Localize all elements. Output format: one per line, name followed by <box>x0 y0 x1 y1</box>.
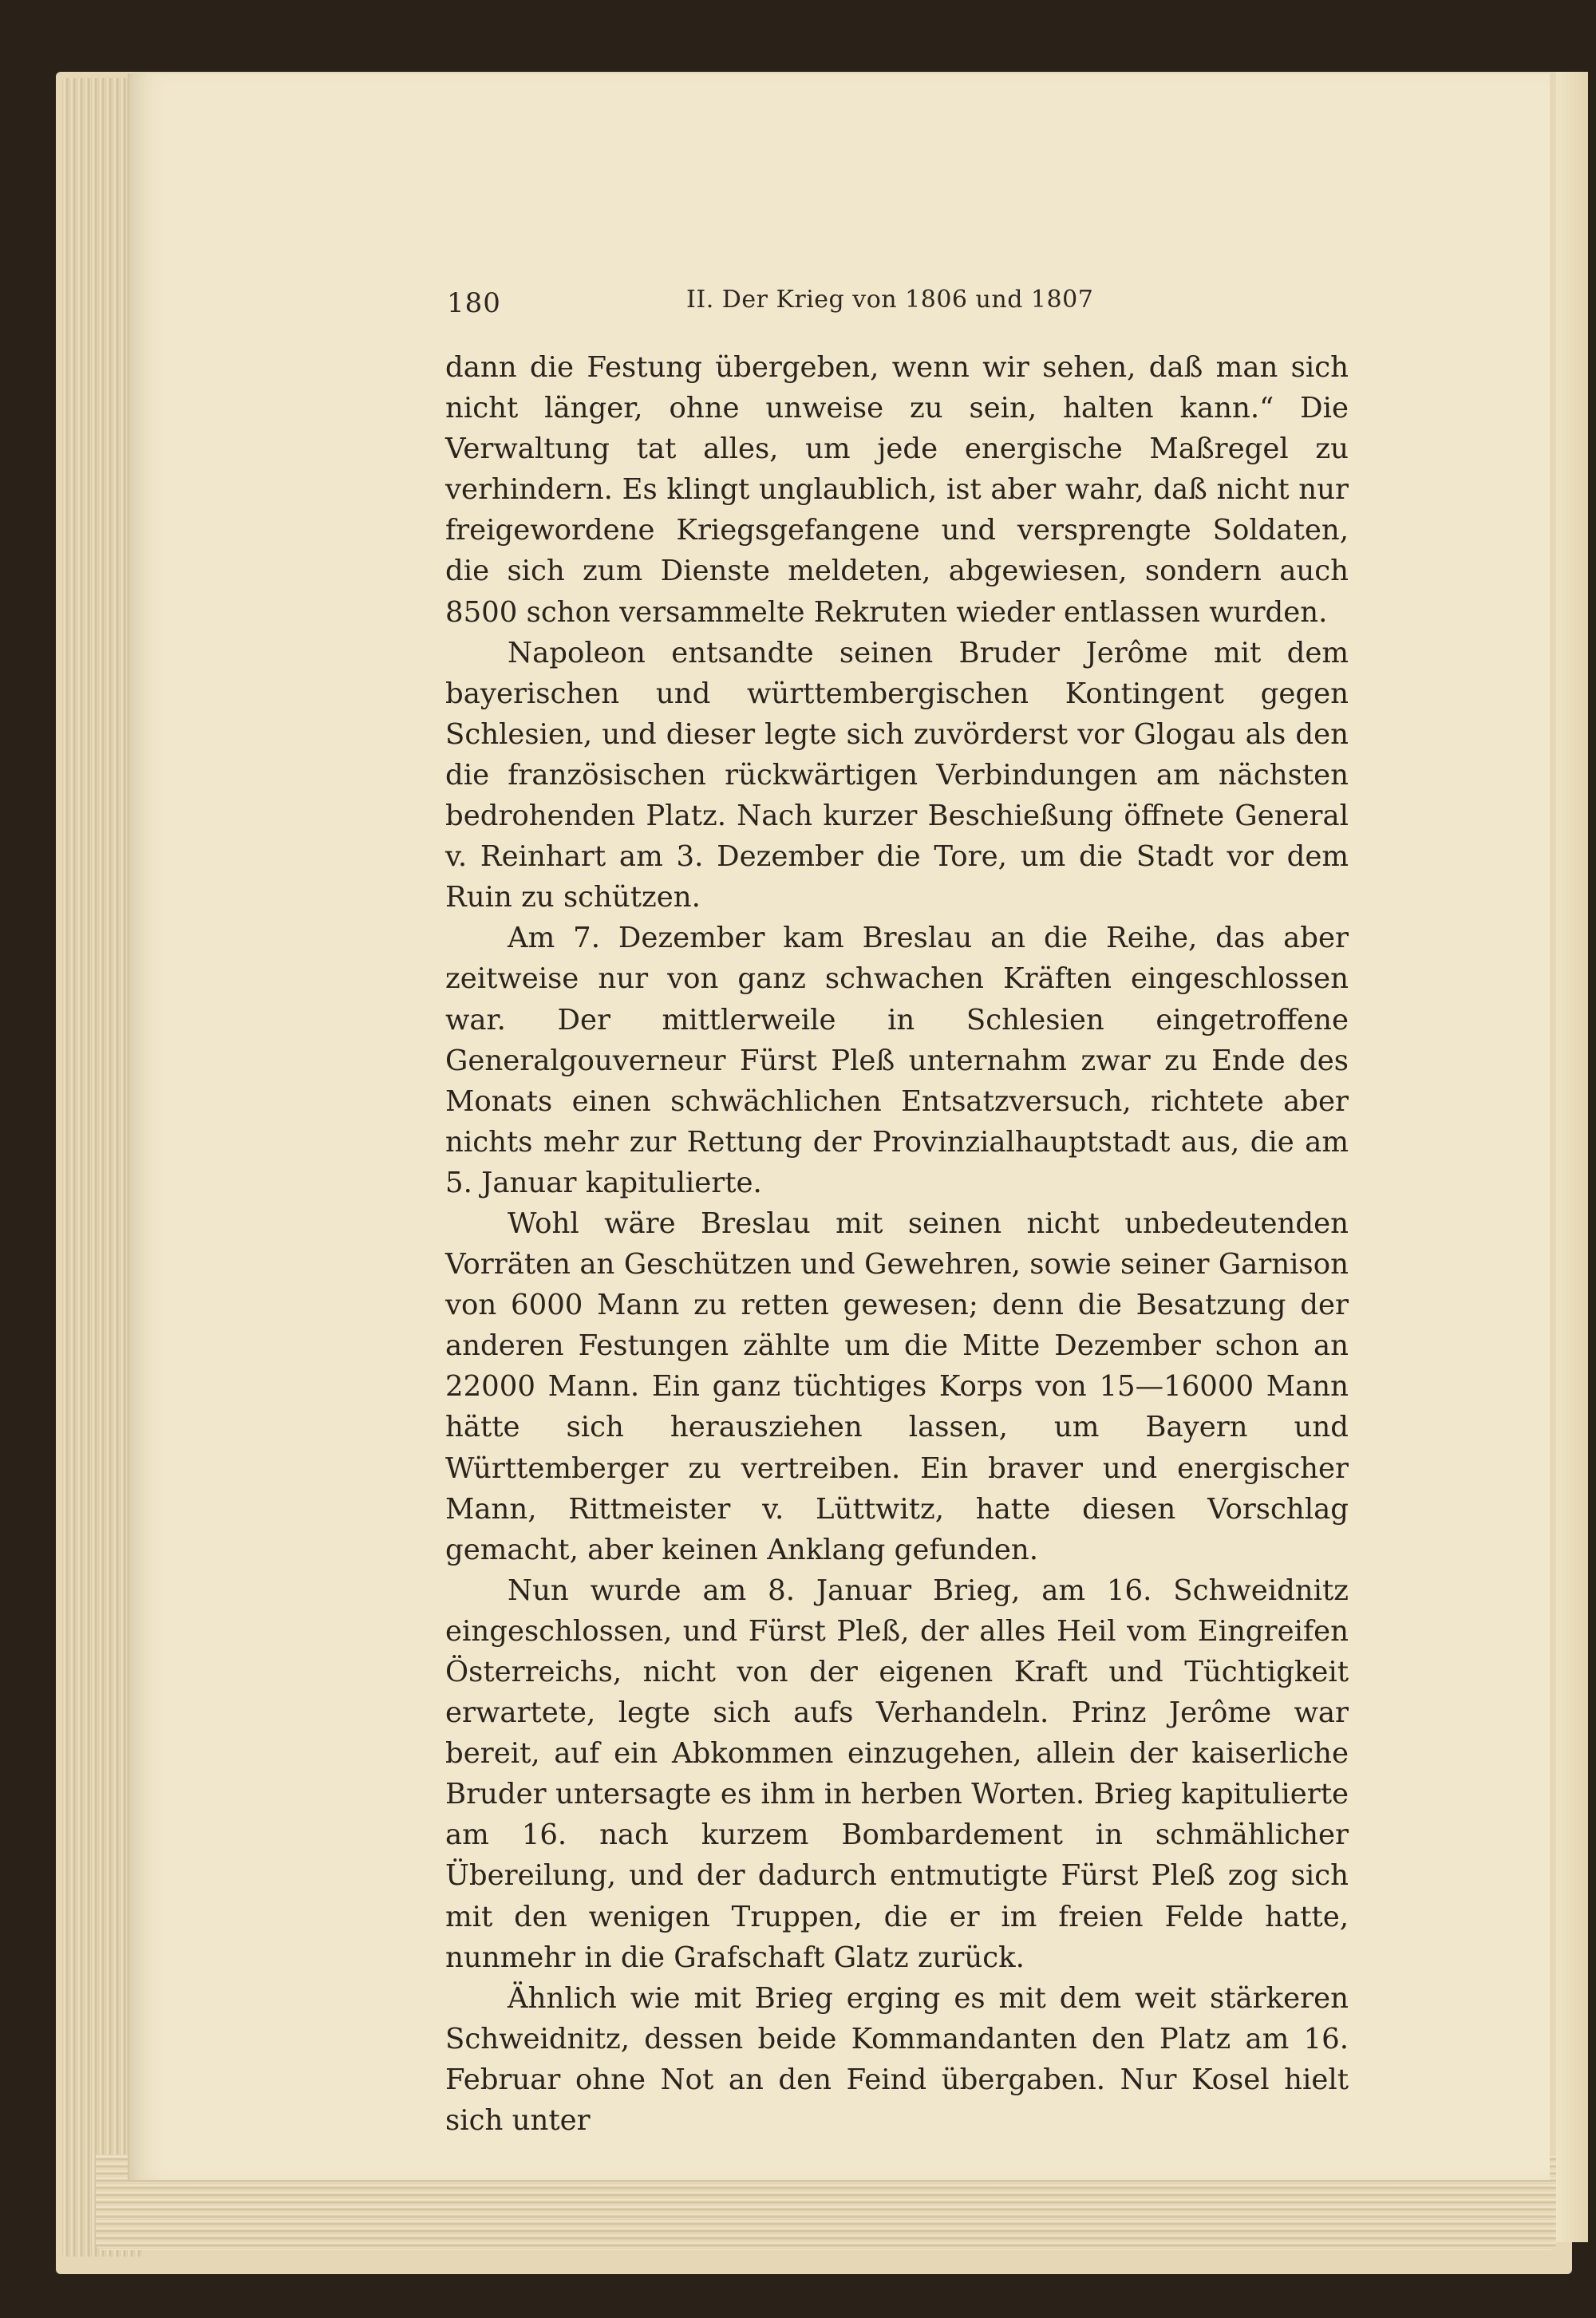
running-head: II. Der Krieg von 1806 und 1807 <box>686 286 1094 314</box>
facing-page-edge <box>1556 72 1588 2242</box>
paragraph-3: Am 7. Dezember kam Breslau an die Reihe, das aber zeitweise nur von ganz schwachen Kräften eingeschlossen war. Der mittlerweile in Schlesien eingetroffene Generalgouverneur Fürst Pleß unternahm zwar zu Ende des Monats einen schwächlichen Entsatzversuch, richtete aber nichts mehr zur Rettung der Provinzialhauptstadt aus, die am 5. Januar kapitulierte. <box>445 922 1349 1199</box>
paragraph-6: Ähnlich wie mit Brieg erging es mit dem weit stärkeren Schweidnitz, dessen beide Kommandanten den Platz am 16. Februar ohne Not an den Feind übergaben. Nur Kosel hielt sich unter <box>445 1981 1349 2138</box>
page-header <box>447 284 1349 322</box>
paragraph-1: dann die Festung übergeben, wenn wir sehen, daß man sich nicht länger, ohne unweise zu sein, halten kann.“ Die Verwaltung tat alles, um jede energische Maßregel zu verhindern. Es klingt unglaublich, ist aber wahr, daß nicht nur freigewordene Kriegsgefangene und versprengte Soldaten, die sich zum Dienste meldeten, abgewiesen, sondern auch 8500 schon versammelte Rekruten wieder entlassen wurden. <box>445 351 1349 629</box>
paragraph-5: Nun wurde am 8. Januar Brieg, am 16. Schweidnitz eingeschlossen, und Fürst Pleß, der alles Heil vom Eingreifen Österreichs, nicht von der eigenen Kraft und Tüchtigkeit erwartete, legte sich aufs Verhandeln. Prinz Jerôme war bereit, auf ein Abkommen einzugehen, allein der kaiserliche Bruder untersagte es ihm in herben Worten. Brieg kapitulierte am 16. nach kurzem Bombardement in schmählicher Übereilung, und der dadurch entmutigte Fürst Pleß zog sich mit den wenigen Truppen, die er im freien Felde hatte, nunmehr in die Grafschaft Glatz zurück. <box>445 1574 1349 1974</box>
page-number: 180 <box>447 287 501 319</box>
paragraph-4: Wohl wäre Breslau mit seinen nicht unbedeutenden Vorräten an Geschützen und Gewehren, sowie seiner Garnison von 6000 Mann zu retten gewesen; denn die Besatzung der anderen Festungen zählte um die Mitte Dezember schon an 22000 Mann. Ein ganz tüchtiges Korps von 15—16000 Mann hätte sich herausziehen lassen, um Bayern und Württemberger zu vertreiben. Ein braver und energischer Mann, Rittmeister v. Lüttwitz, hatte diesen Vorschlag gemacht, aber keinen Anklang gefunden. <box>445 1206 1349 1566</box>
body-text <box>445 347 1349 2141</box>
paragraph-2: Napoleon entsandte seinen Bruder Jerôme mit dem bayerischen und württembergischen Kontingent gegen Schlesien, und dieser legte sich zuvörderst vor Glogau als den die französischen rückwärtigen Verbindungen am nächsten bedrohenden Platz. Nach kurzer Beschießung öffnete General v. Reinhart am 3. Dezember die Tore, um die Stadt vor dem Ruin zu schützen. <box>445 636 1349 914</box>
